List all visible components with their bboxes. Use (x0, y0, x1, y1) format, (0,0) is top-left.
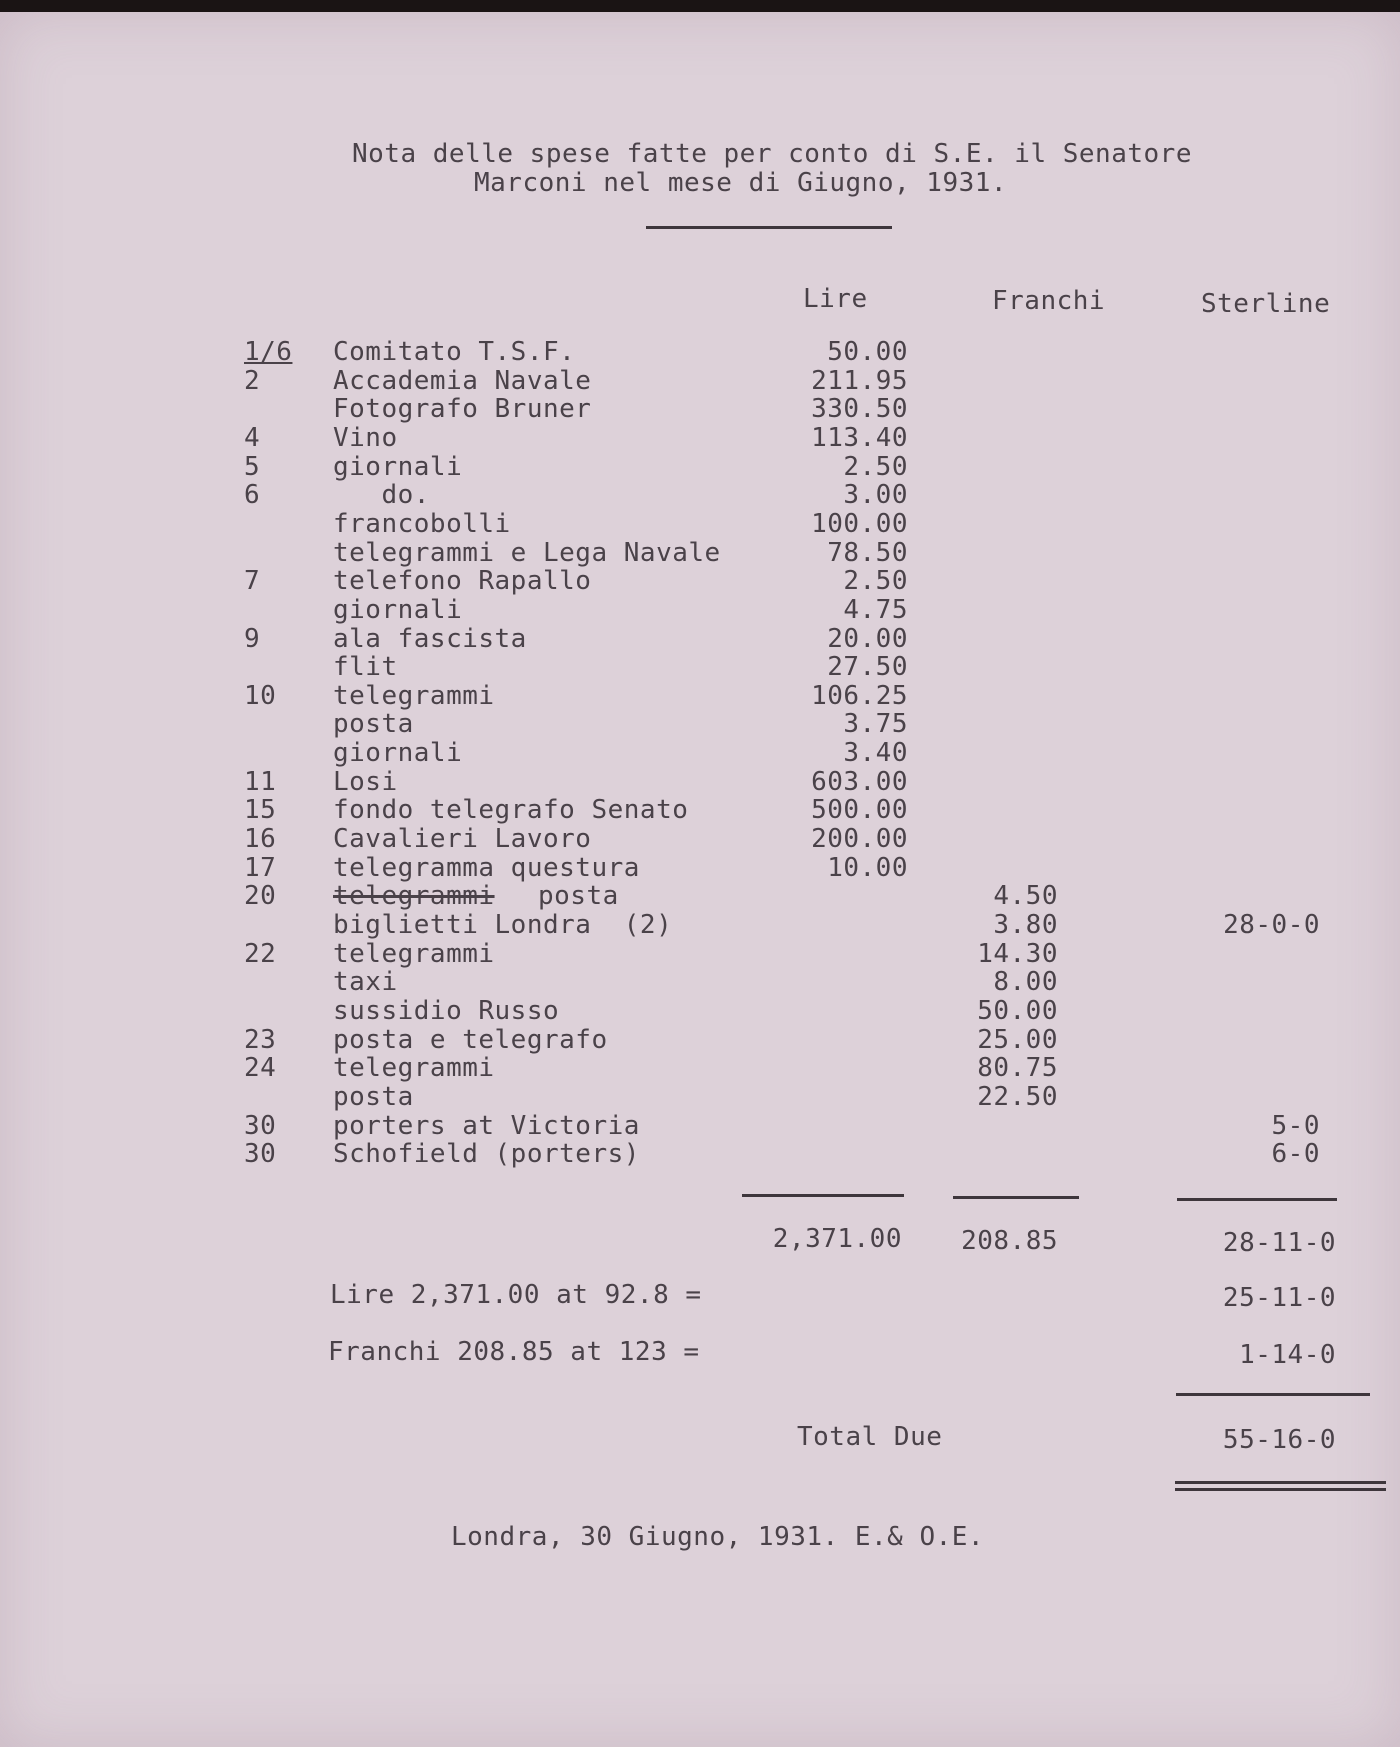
row-date: 2 (244, 366, 261, 396)
row-sterline-amount: 5-0 (1271, 1111, 1320, 1141)
total-due-label: Total Due (797, 1422, 943, 1452)
row-date: 15 (244, 795, 277, 825)
row-franchi-amount: 80.75 (977, 1053, 1058, 1083)
row-lire-amount: 3.75 (843, 709, 908, 739)
row-date: 5 (244, 452, 261, 482)
row-description: sussidio Russo (333, 996, 560, 1026)
conversion-lire-text: Lire 2,371.00 at 92.8 = (330, 1280, 702, 1310)
row-description: fondo telegrafo Senato (333, 795, 689, 825)
row-date: 9 (244, 624, 261, 654)
row-description: telegrammi (333, 681, 495, 711)
row-franchi-amount: 22.50 (977, 1082, 1058, 1112)
heading-line-1: Nota delle spese fatte per conto di S.E. il Senatore (352, 139, 1192, 169)
row-description: telegramma questura (333, 853, 640, 883)
row-date: 4 (244, 423, 261, 453)
row-description: flit (333, 652, 398, 682)
document-page (0, 12, 1400, 1747)
row-description: Cavalieri Lavoro (333, 824, 592, 854)
total-sterline: 28-11-0 (1222, 1228, 1336, 1258)
row-description: telegrammi (333, 1053, 495, 1083)
footer-place-date: Londra, 30 Giugno, 1931. E.& O.E. (451, 1522, 985, 1552)
column-header-lire: Lire (803, 284, 868, 314)
row-lire-amount: 78.50 (827, 538, 908, 568)
column-header-franchi: Franchi (992, 286, 1106, 316)
column-header-sterline: Sterline (1201, 289, 1331, 319)
heading-line-2: Marconi nel mese di Giugno, 1931. (474, 168, 1008, 198)
row-sterline-amount: 28-0-0 (1223, 910, 1320, 940)
row-franchi-amount: 25.00 (977, 1025, 1058, 1055)
row-franchi-amount: 4.50 (993, 881, 1058, 911)
row-description: Schofield (porters) (333, 1139, 640, 1169)
row-date: 16 (244, 824, 277, 854)
row-description: Comitato T.S.F. (333, 337, 576, 367)
row-description: porters at Victoria (333, 1111, 640, 1141)
sterline-total-rule (1177, 1198, 1337, 1201)
row-description: posta e telegrafo (333, 1025, 608, 1055)
row-description: telegrammi (333, 939, 495, 969)
row-lire-amount: 2.50 (843, 566, 908, 596)
row-lire-amount: 330.50 (811, 394, 908, 424)
row-description: Vino (333, 423, 398, 453)
row-date: 10 (244, 681, 277, 711)
row-date: 30 (244, 1139, 277, 1169)
row-date: 6 (244, 480, 261, 510)
double-rule-top (1175, 1481, 1386, 1484)
total-lire: 2,371.00 (772, 1224, 902, 1254)
row-struck-text: telegrammi (333, 881, 495, 911)
lire-total-rule (742, 1194, 904, 1197)
row-date: 7 (244, 566, 261, 596)
row-description: giornali (333, 738, 463, 768)
row-description: biglietti Londra (2) (333, 910, 673, 940)
row-date: 24 (244, 1053, 277, 1083)
row-lire-amount: 2.50 (843, 452, 908, 482)
row-date: 22 (244, 939, 277, 969)
row-description: telefono Rapallo (333, 566, 592, 596)
row-franchi-amount: 14.30 (977, 939, 1058, 969)
row-lire-amount: 27.50 (827, 652, 908, 682)
row-description: taxi (333, 967, 398, 997)
row-lire-amount: 200.00 (811, 824, 908, 854)
row-franchi-amount: 50.00 (977, 996, 1058, 1026)
row-lire-amount: 603.00 (811, 767, 908, 797)
row-date: 23 (244, 1025, 277, 1055)
row-lire-amount: 3.40 (843, 738, 908, 768)
row-lire-amount: 3.00 (843, 480, 908, 510)
row-lire-amount: 50.00 (827, 337, 908, 367)
row-date: 20 (244, 881, 277, 911)
row-lire-amount: 20.00 (827, 624, 908, 654)
row-description: ala fascista (333, 624, 527, 654)
row-description: giornali (333, 452, 463, 482)
row-description: Accademia Navale (333, 366, 592, 396)
conversion-franchi-value: 1-14-0 (1239, 1340, 1336, 1370)
heading-rule (646, 226, 892, 229)
row-lire-amount: 500.00 (811, 795, 908, 825)
row-date: 11 (244, 767, 277, 797)
row-description: telegrammi e Lega Navale (333, 538, 721, 568)
row-lire-amount: 211.95 (811, 366, 908, 396)
row-description: giornali (333, 595, 463, 625)
row-franchi-amount: 3.80 (993, 910, 1058, 940)
row-date: 30 (244, 1111, 277, 1141)
row-lire-amount: 106.25 (811, 681, 908, 711)
row-description: Fotografo Bruner (333, 394, 592, 424)
row-date: 1/6 (244, 337, 293, 367)
double-rule-bottom (1175, 1488, 1386, 1491)
row-lire-amount: 4.75 (843, 595, 908, 625)
conversion-franchi-text: Franchi 208.85 at 123 = (328, 1337, 700, 1367)
franchi-total-rule (953, 1196, 1079, 1199)
row-lire-amount: 10.00 (827, 853, 908, 883)
row-description: Losi (333, 767, 398, 797)
row-lire-amount: 100.00 (811, 509, 908, 539)
row-date: 17 (244, 853, 277, 883)
row-description: posta (333, 1082, 414, 1112)
total-due-rule (1176, 1393, 1370, 1396)
row-description: do. (333, 480, 430, 510)
row-description: francobolli (333, 509, 511, 539)
total-franchi: 208.85 (961, 1226, 1058, 1256)
conversion-lire-value: 25-11-0 (1222, 1283, 1336, 1313)
row-franchi-amount: 8.00 (993, 967, 1058, 997)
total-due-value: 55-16-0 (1222, 1425, 1336, 1455)
row-sterline-amount: 6-0 (1271, 1139, 1320, 1169)
row-description: posta (333, 709, 414, 739)
row-description: posta (538, 881, 619, 911)
row-lire-amount: 113.40 (811, 423, 908, 453)
